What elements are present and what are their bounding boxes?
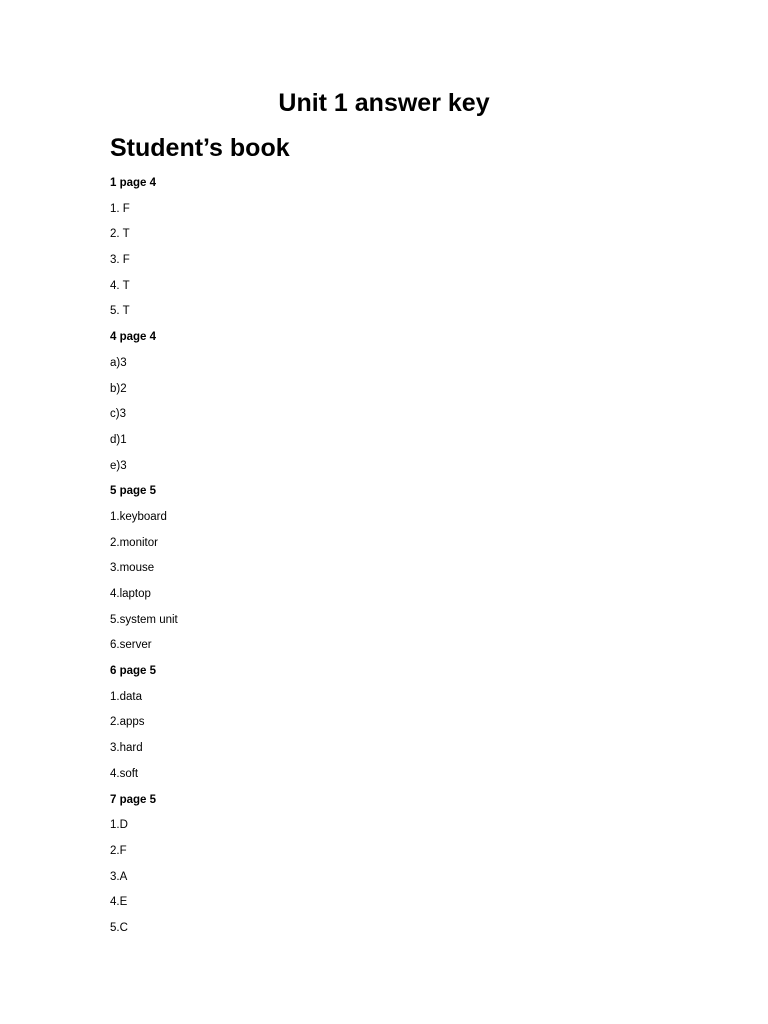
answer-item: 5. T [110,305,130,318]
answer-item: 6.server [110,639,152,652]
answer-item: 2.monitor [110,536,158,549]
answer-item: 1.data [110,690,142,703]
answer-item: 3. F [110,254,130,267]
answer-item: 4.soft [110,767,139,780]
document-title: Unit 1 answer key [278,89,490,117]
answer-item: c)3 [110,408,126,421]
answer-item: a)3 [110,356,127,369]
answer-item: 4.laptop [110,588,151,600]
document-subtitle: Student’s book [110,134,290,162]
answer-item: 1.keyboard [110,510,167,523]
section-heading: 4 page 4 [110,331,157,344]
answer-item: 5.C [110,921,128,934]
answer-item: 1. F [110,202,130,215]
section-heading: 5 page 5 [110,485,157,498]
section-heading: 7 page 5 [110,793,157,806]
answer-item: 4.E [110,896,128,909]
answer-item: d)1 [110,433,127,446]
answer-item: 3.mouse [110,562,155,575]
answer-item: 3.hard [110,742,143,755]
section-heading: 6 page 5 [110,665,157,678]
answer-item: 5.system unit [110,613,178,626]
answer-item: 2.apps [110,716,145,729]
answer-item: 3.A [110,870,128,883]
answer-item: 1.D [110,819,128,832]
answer-item: b)2 [110,382,127,395]
answer-item: 4. T [110,279,130,292]
answer-item: e)3 [110,459,127,472]
answer-item: 2. T [110,228,130,241]
section-heading: 1 page 4 [110,177,157,189]
answer-list [110,175,670,946]
answer-item: 2.F [110,844,127,857]
